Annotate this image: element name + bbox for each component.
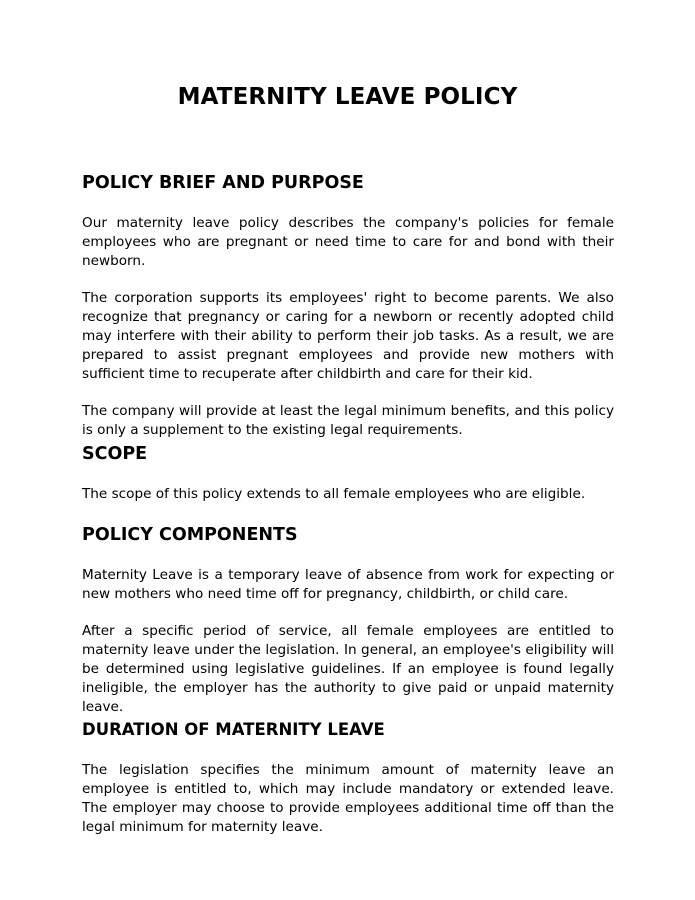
- section-heading: POLICY COMPONENTS: [82, 525, 298, 545]
- paragraph: After a specific period of service, all female employees are entitled to maternity leave under the legislation. In general, an employee's eligibility will be determined using legislative guidelines. If an employee is found legally ineligible, the employer has the authority to give paid or unpaid maternity leave.: [82, 623, 614, 715]
- section-heading: DURATION OF MATERNITY LEAVE: [82, 720, 385, 739]
- section-heading: POLICY BRIEF AND PURPOSE: [82, 173, 364, 193]
- paragraph: The legislation specifies the minimum amount of maternity leave an employee is entitled to, which may include mandatory or extended leave. The employer may choose to provide employees additional time off than the legal minimum for maternity leave.: [82, 762, 614, 835]
- paragraph: Maternity Leave is a temporary leave of absence from work for expecting or new mothers who need time off for pregnancy, childbirth, or child care.: [82, 567, 614, 602]
- section-heading: SCOPE: [82, 444, 148, 464]
- section-duration: [82, 719, 614, 837]
- section-policy-components: [82, 524, 614, 717]
- section-policy-brief: [82, 172, 614, 440]
- section-scope: [82, 443, 614, 504]
- paragraph: The company will provide at least the legal minimum benefits, and this policy is only a supplement to the existing legal requirements.: [82, 403, 614, 438]
- paragraph: Our maternity leave policy describes the company's policies for female employees who are pregnant or need time to care for and bond with their newborn.: [82, 215, 614, 269]
- document-title: MATERNITY LEAVE POLICY: [177, 84, 518, 110]
- paragraph: The scope of this policy extends to all female employees who are eligible.: [82, 486, 586, 502]
- paragraph: The corporation supports its employees' right to become parents. We also recognize that pregnancy or caring for a newborn or recently adopted child may interfere with their ability to perform their job tasks. As a result, we are prepared to assist pregnant employees and provide new mothers with sufficient time to recuperate after childbirth and care for their kid.: [82, 290, 614, 382]
